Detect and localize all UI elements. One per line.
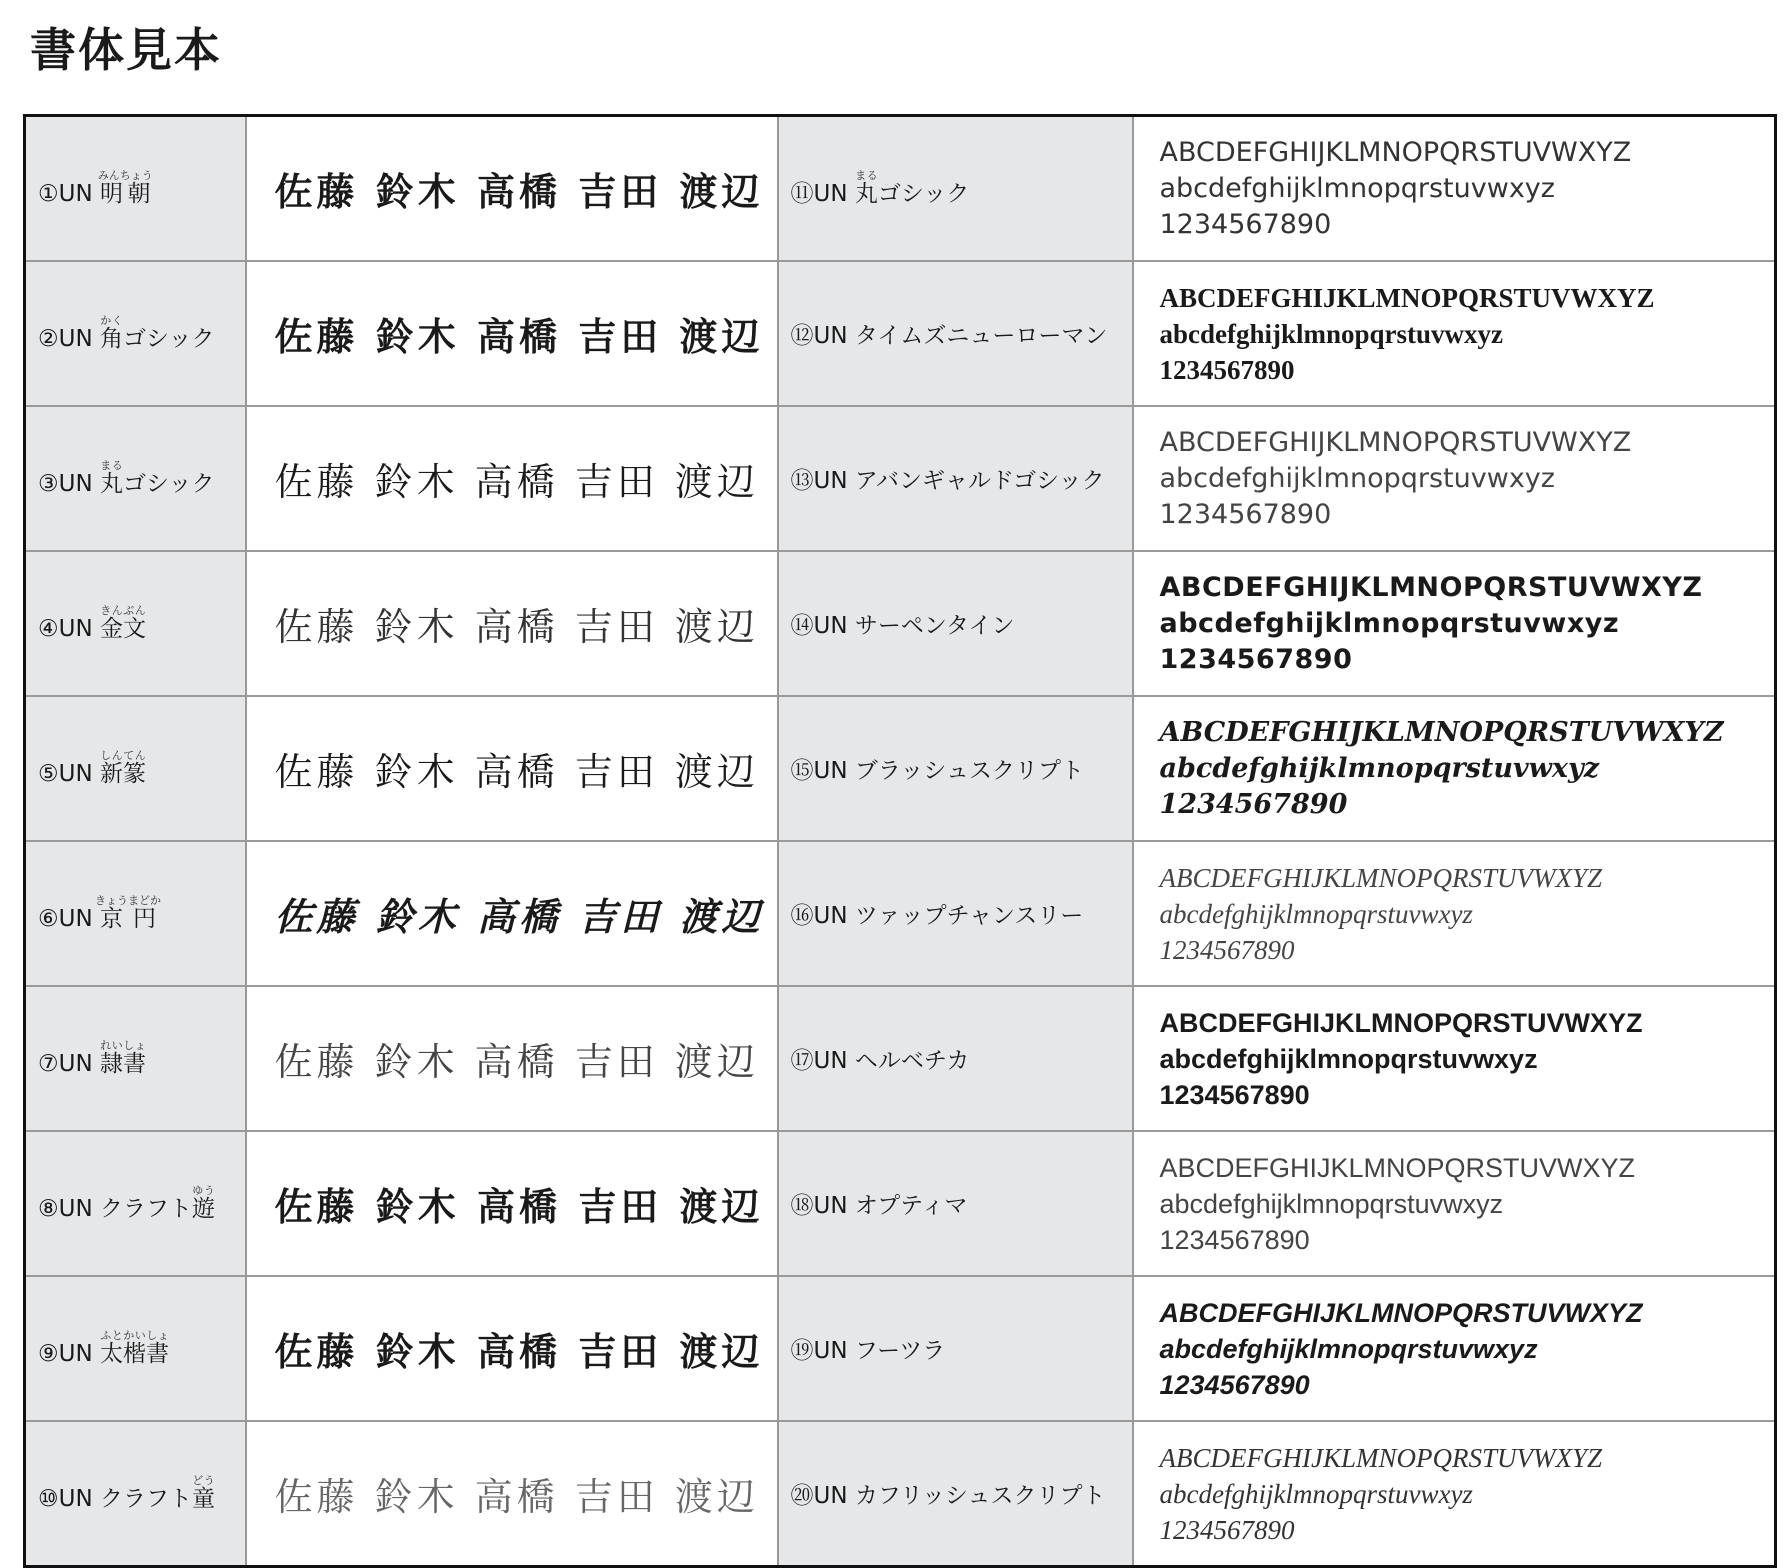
uppercase-line: ABCDEFGHIJKLMNOPQRSTUVWXYZ bbox=[1159, 136, 1632, 168]
font-sample-table bbox=[23, 114, 1777, 1568]
font-name-kanji: 新篆しんてん bbox=[99, 749, 146, 787]
digits-line: 1234567890 bbox=[1159, 354, 1295, 385]
font-name-kana: サーペンタイン bbox=[854, 613, 1015, 639]
font-number: ③ bbox=[38, 471, 59, 497]
font-label bbox=[778, 1276, 1133, 1421]
font-name-kana: クラフト bbox=[99, 1196, 192, 1222]
font-prefix: UN bbox=[58, 326, 100, 352]
japanese-sample: 佐藤 鈴木 高橋 吉田 渡辺 bbox=[246, 551, 778, 696]
lowercase-line: abcdefghijklmnopqrstuvwxyz bbox=[1159, 1478, 1473, 1509]
lowercase-line: abcdefghijklmnopqrstuvwxyz bbox=[1159, 1188, 1504, 1219]
font-number: ⑧ bbox=[38, 1196, 59, 1222]
digits-line: 1234567890 bbox=[1159, 498, 1332, 530]
furigana: まる bbox=[99, 459, 123, 472]
font-number: ⑮ bbox=[790, 758, 814, 784]
font-name-kana: ゴシック bbox=[877, 181, 970, 207]
font-label bbox=[778, 261, 1133, 406]
lowercase-line: abcdefghijklmnopqrstuvwxyz bbox=[1159, 318, 1504, 349]
font-number: ⑯ bbox=[790, 903, 814, 929]
font-number: ⑪ bbox=[790, 181, 814, 207]
font-name-kanji: 金文きんぶん bbox=[99, 604, 146, 642]
alphabet-sample bbox=[1133, 986, 1776, 1131]
uppercase-line: ABCDEFGHIJKLMNOPQRSTUVWXYZ bbox=[1159, 1442, 1602, 1473]
lowercase-line: abcdefghijklmnopqrstuvwxyz bbox=[1159, 898, 1473, 929]
font-number: ⑳ bbox=[790, 1483, 814, 1509]
alphabet-sample bbox=[1133, 1276, 1776, 1421]
font-label bbox=[25, 1276, 246, 1421]
uppercase-line: ABCDEFGHIJKLMNOPQRSTUVWXYZ bbox=[1159, 1297, 1643, 1328]
font-label bbox=[25, 1131, 246, 1276]
font-number: ⑱ bbox=[790, 1193, 814, 1219]
font-label bbox=[778, 1131, 1133, 1276]
font-row bbox=[25, 1276, 1776, 1421]
font-label bbox=[778, 986, 1133, 1131]
uppercase-line: ABCDEFGHIJKLMNOPQRSTUVWXYZ bbox=[1159, 426, 1632, 458]
japanese-sample: 佐藤 鈴木 高橋 吉田 渡辺 bbox=[246, 1421, 778, 1567]
alphabet-sample bbox=[1133, 261, 1776, 406]
font-prefix: UN bbox=[813, 903, 855, 929]
font-prefix: UN bbox=[58, 1486, 100, 1512]
font-prefix: UN bbox=[58, 1051, 100, 1077]
uppercase-line: ABCDEFGHIJKLMNOPQRSTUVWXYZ bbox=[1159, 1152, 1636, 1183]
font-name-kana: クラフト bbox=[99, 1486, 192, 1512]
font-label bbox=[25, 116, 246, 262]
font-label bbox=[778, 551, 1133, 696]
font-label bbox=[25, 551, 246, 696]
font-name-kanji: 太楷書ふとかいしょ bbox=[99, 1329, 169, 1367]
font-name-kanji: 明朝みんちょう bbox=[97, 169, 153, 207]
japanese-sample: 佐藤 鈴木 高橋 吉田 渡辺 bbox=[246, 841, 778, 986]
font-name-kana: アバンギャルドゴシック bbox=[854, 468, 1105, 494]
furigana: みんちょう bbox=[97, 169, 153, 182]
lowercase-line: abcdefghijklmnopqrstuvwxyz bbox=[1159, 607, 1620, 639]
font-prefix: UN bbox=[813, 613, 855, 639]
digits-line: 1234567890 bbox=[1159, 1514, 1295, 1545]
font-label bbox=[778, 116, 1133, 262]
font-row bbox=[25, 696, 1776, 841]
lowercase-line: abcdefghijklmnopqrstuvwxyz bbox=[1159, 1333, 1538, 1364]
font-name-kana: ヘルベチカ bbox=[854, 1048, 970, 1074]
font-number: ⑲ bbox=[790, 1338, 814, 1364]
page-title: 書体見本 bbox=[30, 23, 222, 77]
font-name-kanji: 隷書れいしょ bbox=[99, 1039, 146, 1077]
digits-line: 1234567890 bbox=[1159, 788, 1348, 820]
lowercase-line: abcdefghijklmnopqrstuvwxyz bbox=[1159, 462, 1555, 494]
font-name-kana: フーツラ bbox=[854, 1338, 946, 1364]
japanese-sample: 佐藤 鈴木 高橋 吉田 渡辺 bbox=[246, 696, 778, 841]
font-prefix: UN bbox=[58, 1341, 100, 1367]
font-prefix: UN bbox=[813, 1048, 855, 1074]
digits-line: 1234567890 bbox=[1159, 643, 1353, 675]
alphabet-sample bbox=[1133, 116, 1776, 262]
font-number: ⑥ bbox=[38, 906, 59, 932]
font-name-kanji: 角かく bbox=[99, 314, 123, 352]
digits-line: 1234567890 bbox=[1159, 1079, 1310, 1110]
font-prefix: UN bbox=[813, 1193, 855, 1219]
furigana: きんぶん bbox=[99, 604, 146, 617]
japanese-sample: 佐藤 鈴木 高橋 吉田 渡辺 bbox=[246, 116, 778, 262]
font-row bbox=[25, 841, 1776, 986]
furigana: れいしょ bbox=[99, 1039, 146, 1052]
font-row bbox=[25, 986, 1776, 1131]
font-prefix: UN bbox=[813, 181, 855, 207]
font-name-kanji: 童どう bbox=[191, 1474, 215, 1512]
alphabet-sample bbox=[1133, 696, 1776, 841]
japanese-sample: 佐藤 鈴木 高橋 吉田 渡辺 bbox=[246, 261, 778, 406]
japanese-sample: 佐藤 鈴木 高橋 吉田 渡辺 bbox=[246, 1131, 778, 1276]
lowercase-line: abcdefghijklmnopqrstuvwxyz bbox=[1159, 172, 1555, 204]
alphabet-sample bbox=[1133, 841, 1776, 986]
font-label bbox=[25, 986, 246, 1131]
font-name-kana: カフリッシュスクリプト bbox=[854, 1483, 1106, 1509]
uppercase-line: ABCDEFGHIJKLMNOPQRSTUVWXYZ bbox=[1159, 1007, 1643, 1038]
font-number: ⑬ bbox=[790, 468, 814, 494]
lowercase-line: abcdefghijklmnopqrstuvwxyz bbox=[1159, 752, 1600, 784]
font-number: ① bbox=[38, 181, 59, 207]
font-row bbox=[25, 551, 1776, 696]
font-prefix: UN bbox=[813, 468, 855, 494]
furigana: ゆう bbox=[191, 1184, 215, 1197]
alphabet-sample bbox=[1133, 551, 1776, 696]
digits-line: 1234567890 bbox=[1159, 1369, 1310, 1400]
font-label bbox=[778, 841, 1133, 986]
font-name-kanji: 丸まる bbox=[854, 169, 878, 207]
font-row bbox=[25, 406, 1776, 551]
font-prefix: UN bbox=[58, 616, 100, 642]
font-number: ⑩ bbox=[38, 1486, 59, 1512]
furigana: しんてん bbox=[99, 749, 146, 762]
font-number: ⑨ bbox=[38, 1341, 59, 1367]
furigana: きょうまどか bbox=[94, 894, 161, 907]
digits-line: 1234567890 bbox=[1159, 1224, 1310, 1255]
font-row bbox=[25, 261, 1776, 406]
font-label bbox=[778, 696, 1133, 841]
uppercase-line: ABCDEFGHIJKLMNOPQRSTUVWXYZ bbox=[1159, 716, 1724, 748]
font-name-kanji: 遊ゆう bbox=[191, 1184, 215, 1222]
font-prefix: UN bbox=[58, 181, 100, 207]
font-name-kana: ゴシック bbox=[122, 471, 215, 497]
alphabet-sample bbox=[1133, 1421, 1776, 1567]
font-number: ⑰ bbox=[790, 1048, 814, 1074]
lowercase-line: abcdefghijklmnopqrstuvwxyz bbox=[1159, 1043, 1538, 1074]
font-prefix: UN bbox=[58, 1196, 100, 1222]
font-prefix: UN bbox=[813, 1338, 855, 1364]
font-label bbox=[25, 261, 246, 406]
uppercase-line: ABCDEFGHIJKLMNOPQRSTUVWXYZ bbox=[1159, 571, 1703, 603]
font-prefix: UN bbox=[58, 906, 100, 932]
font-name-kana: ゴシック bbox=[122, 326, 215, 352]
font-label bbox=[25, 1421, 246, 1567]
font-label bbox=[778, 1421, 1133, 1567]
font-row bbox=[25, 1131, 1776, 1276]
font-number: ⑤ bbox=[38, 761, 59, 787]
japanese-sample: 佐藤 鈴木 高橋 吉田 渡辺 bbox=[246, 406, 778, 551]
alphabet-sample bbox=[1133, 406, 1776, 551]
uppercase-line: ABCDEFGHIJKLMNOPQRSTUVWXYZ bbox=[1159, 282, 1655, 313]
font-name-kanji: 丸まる bbox=[99, 459, 123, 497]
font-name-kanji: 京円きょうまどか bbox=[94, 894, 161, 932]
font-prefix: UN bbox=[813, 758, 855, 784]
font-name-kana: オプティマ bbox=[854, 1193, 968, 1219]
font-label bbox=[25, 841, 246, 986]
alphabet-sample bbox=[1133, 1131, 1776, 1276]
japanese-sample: 佐藤 鈴木 高橋 吉田 渡辺 bbox=[246, 986, 778, 1131]
font-name-kana: ブラッシュスクリプト bbox=[854, 758, 1084, 784]
digits-line: 1234567890 bbox=[1159, 934, 1295, 965]
uppercase-line: ABCDEFGHIJKLMNOPQRSTUVWXYZ bbox=[1159, 862, 1602, 893]
font-name-kana: ツァップチャンスリー bbox=[854, 903, 1084, 929]
digits-line: 1234567890 bbox=[1159, 208, 1332, 240]
font-prefix: UN bbox=[58, 471, 100, 497]
font-prefix: UN bbox=[813, 323, 855, 349]
font-label bbox=[25, 696, 246, 841]
font-name-kana: タイムズニューローマン bbox=[854, 323, 1108, 349]
font-row bbox=[25, 1421, 1776, 1567]
furigana: かく bbox=[99, 314, 123, 327]
japanese-sample: 佐藤 鈴木 高橋 吉田 渡辺 bbox=[246, 1276, 778, 1421]
font-number: ⑫ bbox=[790, 323, 814, 349]
furigana: どう bbox=[191, 1474, 215, 1487]
font-number: ⑭ bbox=[790, 613, 814, 639]
font-number: ② bbox=[38, 326, 59, 352]
font-label bbox=[778, 406, 1133, 551]
font-number: ⑦ bbox=[38, 1051, 59, 1077]
font-number: ④ bbox=[38, 616, 59, 642]
font-row bbox=[25, 116, 1776, 262]
font-prefix: UN bbox=[58, 761, 100, 787]
font-label bbox=[25, 406, 246, 551]
font-prefix: UN bbox=[813, 1483, 855, 1509]
furigana: まる bbox=[854, 169, 878, 182]
furigana: ふとかいしょ bbox=[99, 1329, 169, 1342]
